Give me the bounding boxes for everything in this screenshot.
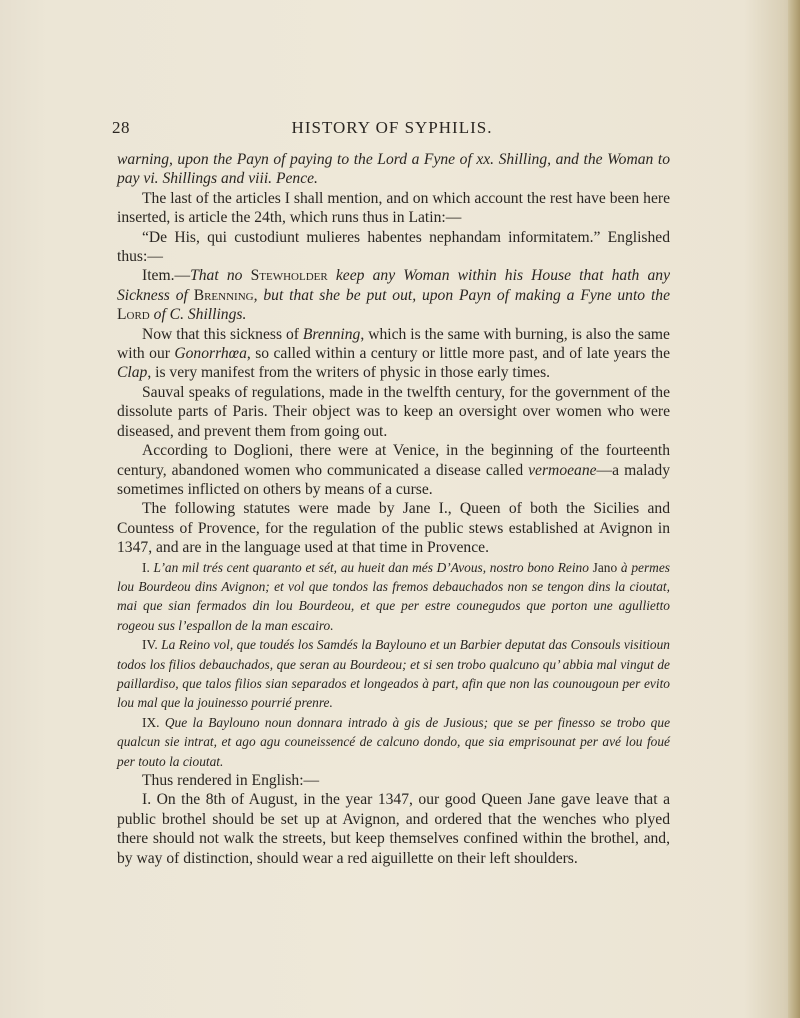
item-text-part: That no <box>190 267 251 285</box>
statute-text: La Reino vol, que toudés los Samdés la Baylouno et un Barbier deputat das Consouls visitioun todos los filios debauchados, que seran au Bourdeou; et si sen trobo qualcuno qu’ abbia mal vingut de paillardiso, que talos filios sian separados et longeados à part, afin que non las counougoun per evito lou mal que la jouinesso pourrié prenre. <box>117 637 670 711</box>
english-statute-1: I. On the 8th of August, in the year 1347, our good Queen Jane gave leave that a public brothel should be set up at Avignon, and ordered that the wenches who plyed there should not walk the streets, but keep themselves confined within the brothel, and, by way of distinction, should wear a red aiguillette on their left shoulders. <box>117 791 670 867</box>
italic-term: Brenning <box>302 325 361 343</box>
item-lead: Item.— <box>142 267 191 285</box>
statute-number: I. <box>142 559 154 575</box>
item-text <box>117 267 670 323</box>
italic-term: Gonorrhœa <box>174 345 247 363</box>
small-caps-term: Brenning <box>193 286 254 304</box>
paragraph-continuation <box>117 150 670 189</box>
text-part: —a malady sometimes inflicted on others by means of a curse. <box>117 461 670 498</box>
small-caps-term: Stewholder <box>250 267 328 285</box>
page-number: 28 <box>112 118 130 137</box>
provencal-statute-4 <box>117 635 670 713</box>
page-edge <box>788 0 800 1018</box>
body-text <box>117 150 670 868</box>
latin-quote-paragraph: “De His, qui custodiunt mulieres habentes nephandam informitatem.” Englished thus:— <box>117 228 670 266</box>
item-text-part: of C. Shillings. <box>149 306 247 324</box>
italic-term: vermoeane <box>528 461 597 479</box>
page-header <box>112 118 672 140</box>
item-text-part: , but that she be put out, upon Payn of making a Fyne unto the <box>253 286 670 304</box>
statute-text: L’an mil trés cent quaranto et sét, au hueit dan més D’Avous, nostro bono Reino <box>153 559 589 575</box>
provencal-statute-9 <box>117 713 670 771</box>
running-head: HISTORY OF SYPHILIS. <box>291 118 493 137</box>
paragraph: The last of the articles I shall mention, and on which account the rest have been here inserted, is article the 24th, which runs thus in Latin:— <box>117 189 670 227</box>
text-part: , so called within a century or little more past, and of late years the <box>246 345 670 363</box>
provencal-statute-1 <box>117 558 670 636</box>
paragraph <box>117 325 670 383</box>
small-caps-term: Lord <box>117 306 150 324</box>
text-part: , which is the same with burning, is also the same with our <box>117 325 670 363</box>
italic-term: Clap <box>117 364 148 382</box>
continued-italic-text: warning, upon the Payn of paying to the Lord a Fyne of xx. Shilling, and the Woman to pay vi. Shillings and viii. Pence. <box>117 151 670 188</box>
item-paragraph <box>117 266 670 324</box>
statute-text-roman: Jano <box>588 559 621 575</box>
paragraph: Sauval speaks of regulations, made in the twelfth century, for the government of the dissolute parts of Paris. Their object was to keep an oversight over women who were diseased, and prevent them from going out. <box>117 383 670 440</box>
item-text-part: keep any Woman within his House that hath any Sickness of <box>117 267 670 304</box>
paragraph: The following statutes were made by Jane I., Queen of both the Sicilies and Countess of Provence, for the regulation of the public stews established at Avignon in 1347, and are in the language used at that time in Provence. <box>117 500 670 557</box>
text-part: According to Doglioni, there were at Venice, in the beginning of the fourteenth century, abandoned women who communicated a disease called <box>117 442 670 479</box>
paragraph <box>117 441 670 499</box>
text-part: , is very manifest from the writers of physic in those early times. <box>147 364 551 382</box>
statute-text: à permes lou Bourdeou dins Avignon; et vol que tondos las fremos debauchados non se tengon dins la cioutat, mai que sian fermados din lou Bourdeou, et que per estre counegudos que porton une agullietto rogeou sus l’espallon de la man escairo. <box>117 559 670 633</box>
text-part: Now that this sickness of <box>142 325 303 343</box>
statute-text: Que la Baylouno noun donnara intrado à gis de Jusious; que se per finesso se trobo que qualcun sie intrat, et ago agu couneissencé de calcuno dondo, que sia emprisounat per avé lou foué per touto la cioutat. <box>117 714 671 769</box>
statute-number: IX. <box>142 714 165 730</box>
paragraph: Thus rendered in English:— <box>142 772 320 789</box>
statute-number: IV. <box>142 637 162 653</box>
